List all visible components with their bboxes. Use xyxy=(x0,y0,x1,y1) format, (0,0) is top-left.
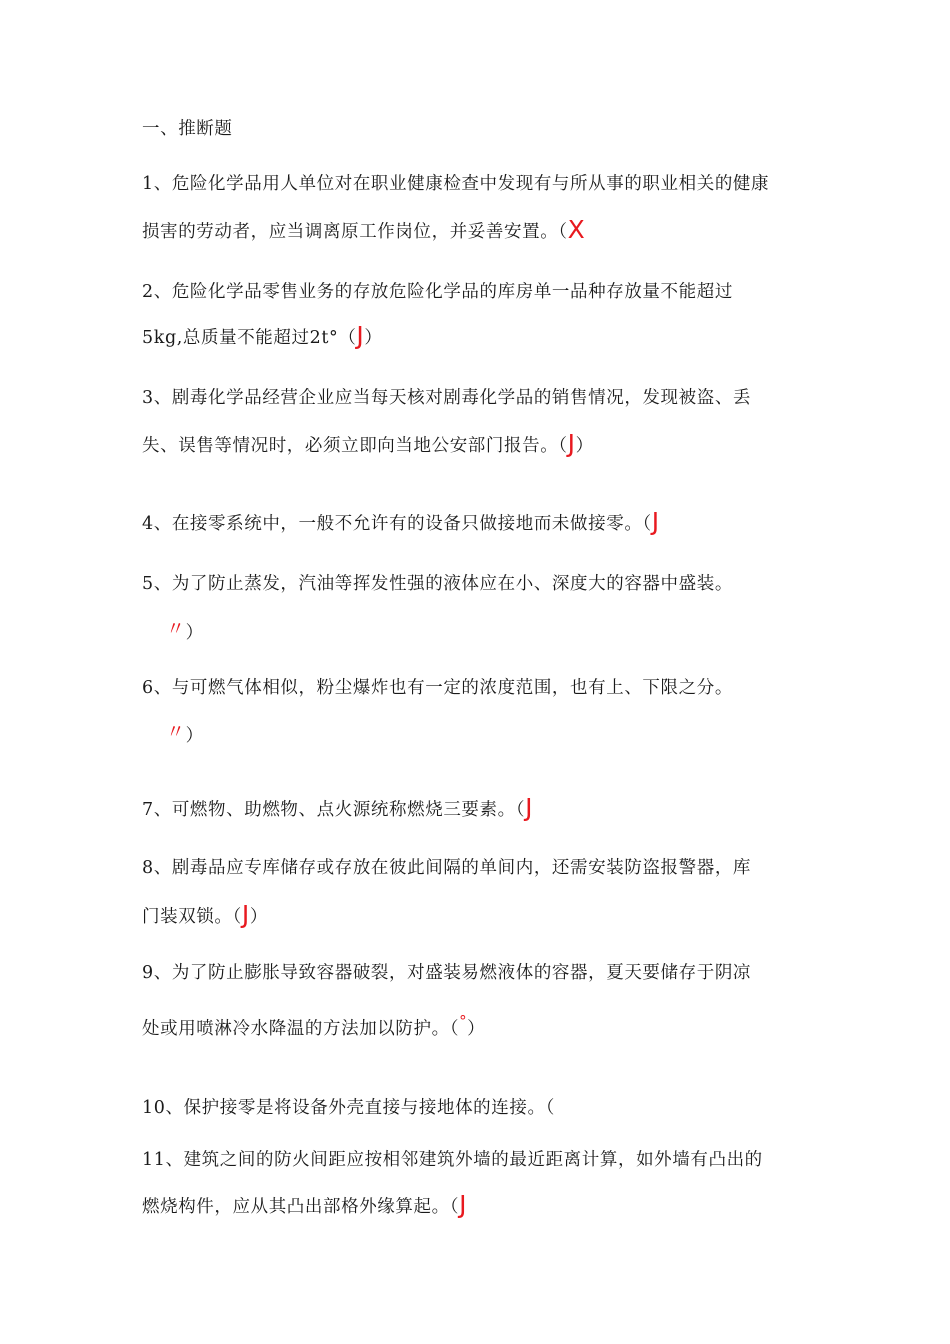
answer-mark-4: J xyxy=(651,507,660,536)
answer-mark-9: ° xyxy=(459,1012,468,1030)
question-8-line-2: 门装双锁。（J） xyxy=(142,900,268,929)
question-4-line-1: 4、在接零系统中，一般不允许有的设备只做接地而未做接零。（J xyxy=(142,507,660,536)
question-5-line-1: 5、为了防止蒸发，汽油等挥发性强的液体应在小、深度大的容器中盛装。 xyxy=(142,574,733,594)
question-8-line-1: 8、剧毒品应专库储存或存放在彼此间隔的单间内，还需安装防盗报警器，库 xyxy=(142,858,752,878)
answer-mark-5: 〃 xyxy=(166,618,186,640)
answer-mark-7: J xyxy=(525,793,534,822)
question-11-line-2: 燃烧构件，应从其凸出部格外缘算起。（J xyxy=(142,1190,468,1219)
question-1-line-2: 损害的劳动者，应当调离原工作岗位，并妥善安置。（X xyxy=(142,215,586,244)
answer-mark-3: J xyxy=(567,429,576,458)
answer-mark-2: J xyxy=(356,321,365,350)
question-9-line-1: 9、为了防止膨胀导致容器破裂，对盛装易燃液体的容器，夏天要储存于阴凉 xyxy=(142,963,752,983)
question-2-line-2: 5kg,总质量不能超过2t°（J） xyxy=(142,321,383,350)
question-6-answer: 〃） xyxy=(166,721,204,746)
answer-mark-1: X xyxy=(567,215,586,244)
question-6-line-1: 6、与可燃气体相似，粉尘爆炸也有一定的浓度范围，也有上、下限之分。 xyxy=(142,678,733,698)
question-3-line-1: 3、剧毒化学品经营企业应当每天核对剧毒化学品的销售情况，发现被盗、丢 xyxy=(142,388,752,408)
question-1-line-1: 1、危险化学品用人单位对在职业健康检查中发现有与所从事的职业相关的健康 xyxy=(142,174,770,194)
answer-mark-8: J xyxy=(241,900,250,929)
answer-mark-6: 〃 xyxy=(166,721,186,743)
section-title: 一、推断题 xyxy=(142,119,233,139)
question-10-line-1: 10、保护接零是将设备外壳直接与接地体的连接。（ xyxy=(142,1098,555,1118)
question-7-line-1: 7、可燃物、助燃物、点火源统称燃烧三要素。（J xyxy=(142,793,534,822)
question-11-line-1: 11、建筑之间的防火间距应按相邻建筑外墙的最近距离计算，如外墙有凸出的 xyxy=(142,1150,763,1170)
question-5-answer: 〃） xyxy=(166,618,204,643)
answer-mark-11: J xyxy=(459,1190,468,1219)
question-9-line-2: 处或用喷淋冷水降温的方法加以防护。（°） xyxy=(142,1012,486,1039)
question-3-line-2: 失、误售等情况时，必须立即向当地公安部门报告。（J） xyxy=(142,429,594,458)
question-2-line-1: 2、危险化学品零售业务的存放危险化学品的库房单一品种存放量不能超过 xyxy=(142,282,733,302)
